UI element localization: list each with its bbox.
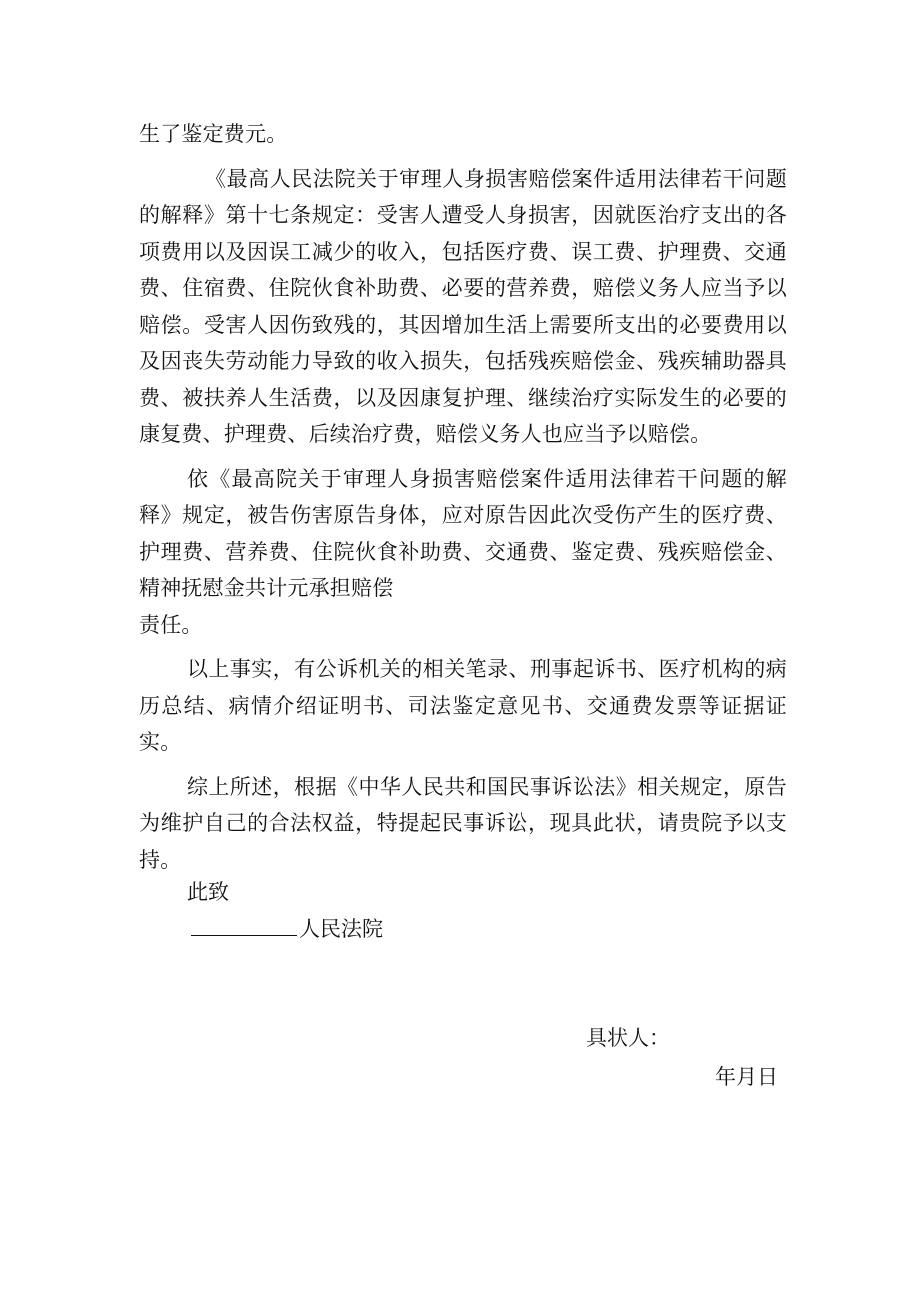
paragraph-conclusion: 综上所述，根据《中华人民共和国民事诉讼法》相关规定，原告为维护自己的合法权益，特提起民事诉讼，现具此状，请贵院予以支持。 <box>139 774 787 872</box>
paragraph-compensation-claim: 依《最高院关于审理人身损害赔偿案件适用法律若干问题的解释》规定，被告伤害原告身体，应对原告因此次受伤产生的医疗费、护理费、营养费、住院伙食补助费、交通费、鉴定费、残疾赔偿金、精神抚慰金共计元承担赔偿 <box>139 466 787 600</box>
filing-date: 年月日 <box>715 1065 778 1089</box>
court-name-blank <box>191 913 297 936</box>
plaintiff-signature-label: 具状人： <box>586 1026 670 1050</box>
court-addressee <box>191 911 383 947</box>
paragraph-evidence: 以上事实，有公诉机关的相关笔录、刑事起诉书、医疗机构的病历总结、病情介绍证明书、司法鉴定意见书、交通费发票等证据证实。 <box>139 657 787 754</box>
document-body <box>139 116 787 878</box>
paragraph-legal-basis: 《最高人民法院关于审理人身损害赔偿案件适用法律若干问题的解释》第十七条规定：受害人遭受人身损害，因就医治疗支出的各项费用以及因误工减少的收入，包括医疗费、误工费、护理费、交通费、住宿费、住院伙食补助费、必要的营养费，赔偿义务人应当予以赔偿。受害人因伤致残的，其因增加生活上需要所支出的必要费用以及因丧失劳动能力导致的收入损失，包括残疾赔偿金、残疾辅助器具费、被扶养人生活费，以及因康复护理、继续治疗实际发生的必要的康复费、护理费、后续治疗费，赔偿义务人也应当予以赔偿。 <box>139 166 787 446</box>
paragraph-compensation-claim-tail: 责任。 <box>139 612 203 637</box>
court-label: 人民法院 <box>299 917 383 941</box>
paragraph-appraisal-fee: 生了鉴定费元。 <box>139 122 288 146</box>
closing-salutation: 此致 <box>187 880 229 904</box>
